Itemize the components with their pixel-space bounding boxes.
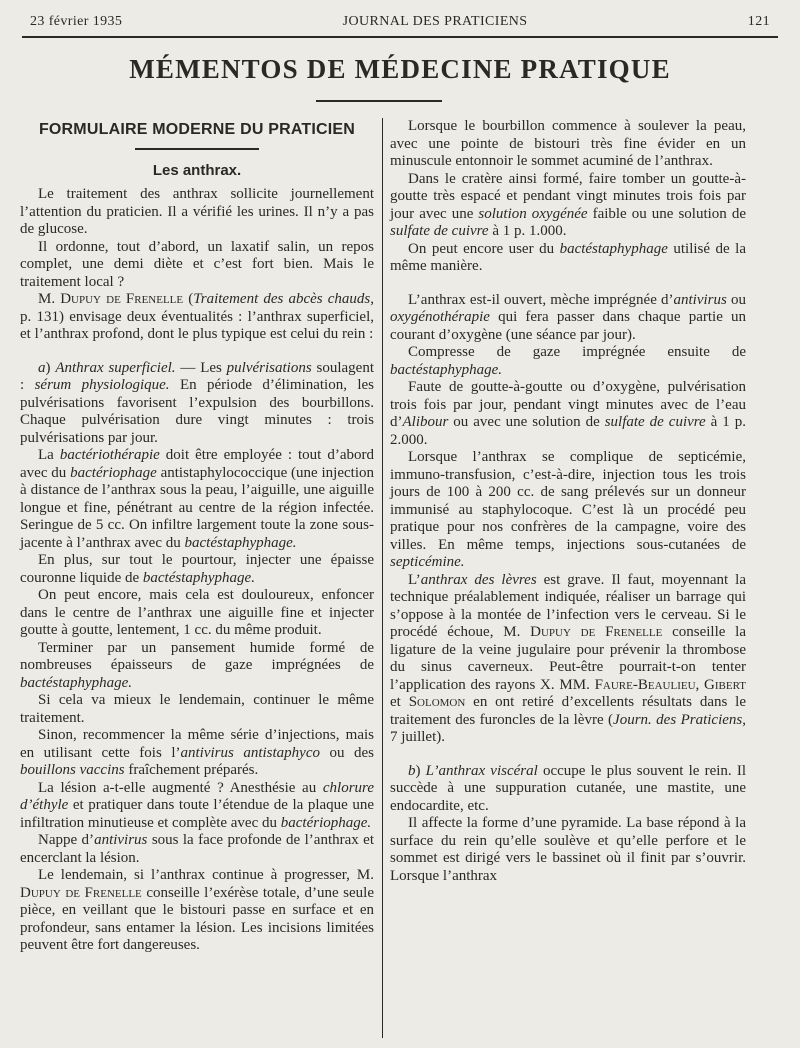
paragraph: On peut encore user du bactéstaphyphage utilisé de la même manière. — [390, 240, 746, 274]
paragraph: L’anthrax des lèvres est grave. Il faut, moyennant la technique préalablement indiquée, réaliser un barrage qui s’oppose à la montée de l’infection vers le cerveau. Si le procédé échoue, M. Dupuy de Frenelle conseille la ligature de la veine jugulaire pour prévenir la thrombose du sinus caverneux. Peut-être pourrait-t-on tenter l’application des rayons X. MM. Faure-Beaulieu, Gibert et Solomon en ont retiré d’excellents résultats dans le traitement des furoncles de la lèvre (Journ. des Praticiens, 7 juillet). — [390, 571, 747, 745]
paragraph: On peut encore, mais cela est douloureux, enfoncer dans le centre de l’anthrax une aiguille fine et injecter goutte à goutte, lentement, 1 cc. du même produit. — [20, 587, 374, 638]
paragraph: En plus, sur tout le pourtour, injecter une épaisse couronne liquide de bactéstaphyphage. — [20, 552, 374, 586]
title-rule — [316, 100, 442, 102]
right-column — [390, 118, 746, 885]
running-header — [30, 14, 770, 30]
paragraph: Le lendemain, si l’anthrax continue à progresser, M. Dupuy de Frenelle conseille l’exérèse totale, d’une seule pièce, en veillant que le bistouri passe en surface et en profondeur, sans entamer la lésion. Les incisions limitées peuvent être fort dangereuses. — [20, 867, 374, 953]
paragraph: Si cela va mieux le lendemain, continuer le même traitement. — [20, 692, 374, 726]
paragraph: Terminer par un pansement humide formé de nombreuses épaisseurs de gaze imprégnées de bactéstaphyphage. — [20, 639, 374, 691]
section-title: FORMULAIRE MODERNE DU PRATICIEN — [38, 121, 356, 138]
paragraph: Lorsque le bourbillon commence à soulever la peau, avec une pointe de bistouri très fine évider en un minuscule entonnoir le sommet acuminé de l’anthrax. — [390, 118, 746, 169]
paragraph: Il ordonne, tout d’abord, un laxatif salin, un repos complet, une demi diète et c’est fort bien. Mais le traitement local ? — [20, 238, 374, 290]
paragraph: Nappe d’antivirus sous la face profonde de l’anthrax et encerclant la lésion. — [20, 832, 374, 866]
paragraph: Faute de goutte-à-goutte ou d’oxygène, pulvérisation trois fois par jour, pendant vingt minutes avec de l’eau d’Alibour ou avec une solution de sulfate de cuivre à 1 p. 2.000. — [390, 379, 746, 448]
paragraph: Sinon, recommencer la même série d’injections, mais en utilisant cette fois l’antivirus antistaphyco ou des bouillons vaccins fraîchement préparés. — [20, 727, 374, 778]
header-date: 23 février 1935 — [30, 14, 123, 29]
paragraph: L’anthrax est-il ouvert, mèche imprégnée d’antivirus ou oxygénothérapie qui fera passer dans chaque partie un courant d’oxygène (une séance par jour). — [390, 291, 747, 343]
column-divider — [382, 118, 383, 1038]
paragraph: Le traitement des anthrax sollicite journellement l’attention du praticien. Il a vérifié les urines. Il n’y a pas de glucose. — [20, 186, 374, 237]
header-journal-name: JOURNAL DES PRATICIENS — [342, 14, 528, 29]
article-subtitle: Les anthrax. — [152, 161, 242, 179]
paragraph: Il affecte la forme d’une pyramide. La base répond à la surface du rein qu’elle soulève et qu’elle perfore et le sommet est dirigé vers le bassinet où il finit par s’ouvrir. Lorsque l’anthrax — [390, 815, 746, 884]
page-title: MÉMENTOS DE MÉDECINE PRATIQUE — [129, 54, 671, 84]
section-rule — [135, 148, 259, 150]
paragraph: La bactériothérapie doit être employée : tout d’abord avec du bactériophage antistaphylococcique (une injection à distance de l’anthrax sous la peau, l’aiguille, une aiguille longue et fine, pénétrant au centre de la région infectée. Seringue de 5 cc. On infiltre largement toute la zone sous-jacente à l’anthrax avec du bactéstaphyphage. — [20, 447, 374, 551]
paragraph: Dans le cratère ainsi formé, faire tomber un goutte-à-goutte très espacé et pendant vingt minutes trois fois par jour avec une solution oxygénée faible ou une solution de sulfate de cuivre à 1 p. 1.000. — [390, 170, 746, 239]
header-rule — [22, 36, 778, 38]
left-column — [20, 118, 374, 955]
paragraph: b) L’anthrax viscéral occupe le plus souvent le rein. Il succède à une suppuration cutanée, une mastite, une endocardite, etc. — [390, 762, 746, 814]
paragraph: Compresse de gaze imprégnée ensuite de bactéstaphyphage. — [390, 344, 746, 378]
header-page-number: 121 — [747, 14, 770, 29]
paragraph: Lorsque l’anthrax se complique de septicémie, immuno-transfusion, c’est-à-dire, injection tous les trois jours de 100 à 200 cc. de sang prélevés sur un donneur immunisé au staphylocoque. C’est là un procédé peu pratique pour nos confrères de la campagne, voire des villes. En même temps, injections sous-cutanées de septicémine. — [390, 449, 746, 570]
paragraph: a) Anthrax superficiel. — Les pulvérisations soulagent : sérum physiologique. En période d’élimination, les pulvérisations favorisent l’expulsion des bourbillons. Chaque pulvérisation dure vingt minutes : trois pulvérisations par jour. — [20, 359, 374, 446]
paragraph: M. Dupuy de Frenelle (Traitement des abcès chauds, p. 131) envisage deux éventualités : l’anthrax superficiel, et l’anthrax profond, dont le plus typique est celui du rein : — [20, 291, 375, 342]
paragraph: La lésion a-t-elle augmenté ? Anesthésie au chlorure d’éthyle et pratiquer dans toute l’étendue de la plaque une infiltration minutieuse et complète avec du bactériophage. — [20, 779, 374, 831]
